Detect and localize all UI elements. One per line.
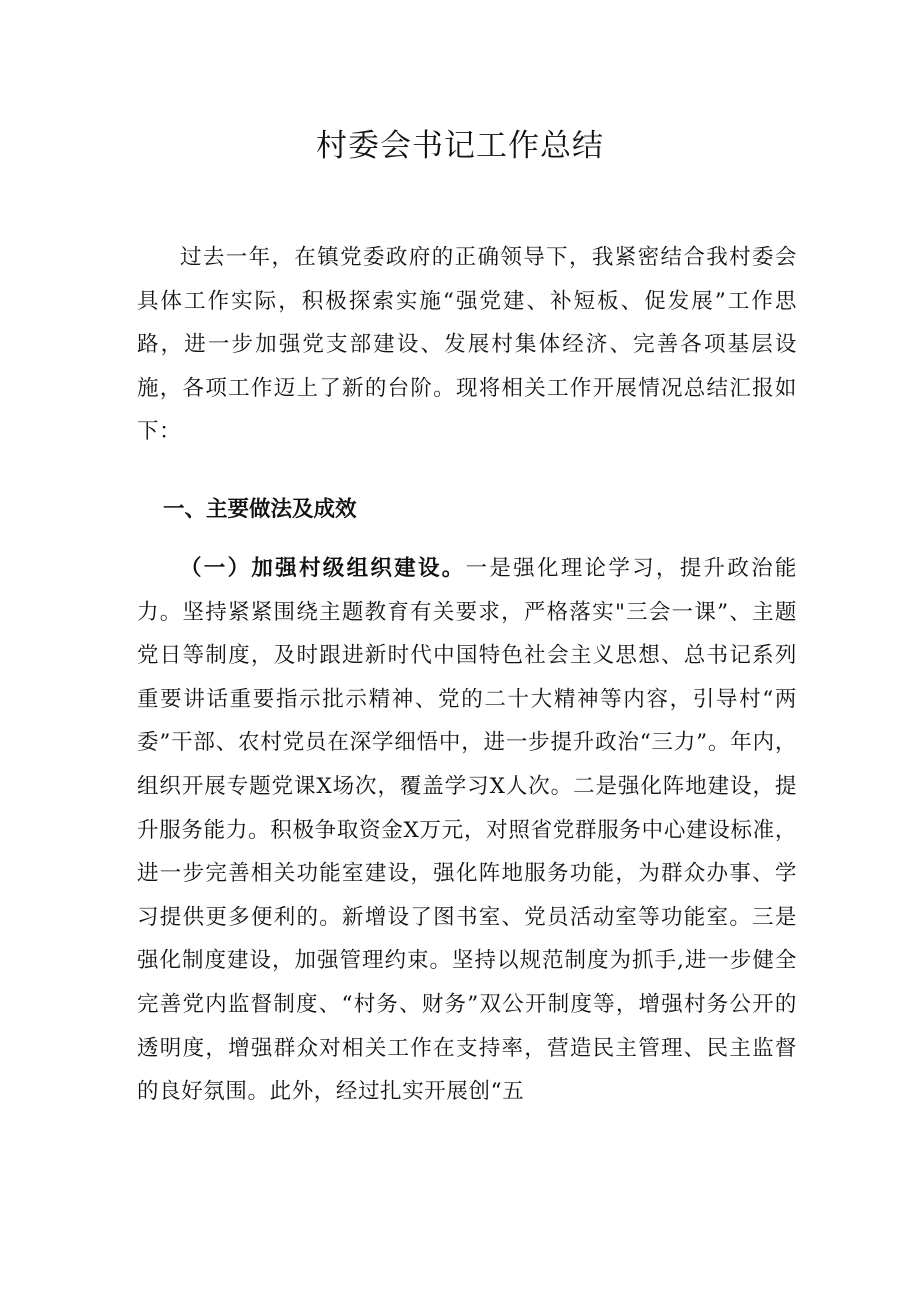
intro-paragraph: 过去一年，在镇党委政府的正确领导下，我紧密结合我村委会具体工作实际，积极探索实施“强党建、补短板、促发展”工作思路，进一步加强党支部建设、发展村集体经济、完善各项基层设施，各项工作迈上了新的台阶。现将相关工作开展情况总结汇报如下： [137,245,797,445]
subsection-paragraph [137,547,797,1114]
document-title: 村委会书记工作总结 [316,128,604,164]
subsection-lead: （一）加强村级组织建设。 [180,556,466,581]
subsection-body: 一是强化理论学习，提升政治能力。坚持紧紧围绕主题教育有关要求，严格落实"三会一课”、主题党日等制度，及时跟进新时代中国特色社会主义思想、总书记系列重要讲话重要指示批示精神、党的二十大精神等内容，引导村“两委”干部、农村党员在深学细悟中，进一步提升政治“三力”。年内，组织开展专题党课X场次，覆盖学习X人次。二是强化阵地建设，提升服务能力。积极争取资金X万元，对照省党群服务中心建设标准，进一步完善相关功能室建设，强化阵地服务功能，为群众办事、学习提供更多便利的。新增设了图书室、党员活动室等功能室。三是强化制度建设，加强管理约束。坚持以规范制度为抓手,进一步健全完善党内监督制度、“村务、财务”双公开制度等，增强村务公开的透明度，增强群众对相关工作在支持率，营造民主管理、民主监督的良好氛围。此外，经过扎实开展创“五 [137,556,798,1105]
section-heading: 一、主要做法及成效 [163,497,357,522]
